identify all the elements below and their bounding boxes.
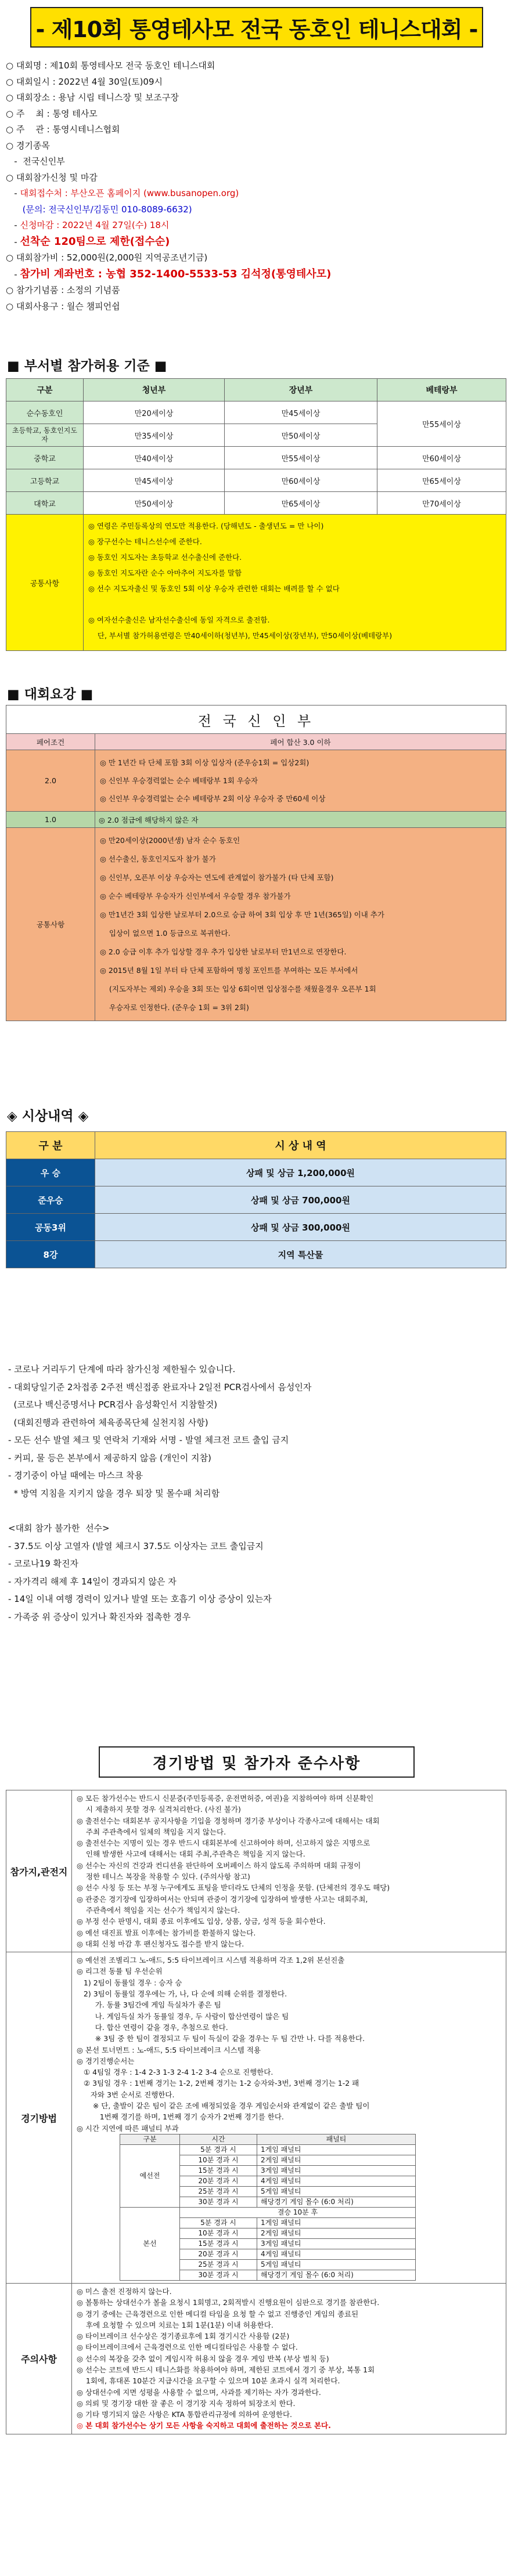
- prize-header-detail: 시 상 내 역: [95, 1132, 506, 1159]
- match-rules-table: [6, 1790, 506, 2434]
- prize-table: [6, 1131, 506, 1268]
- penalty-value: 3게임 패널티: [257, 2165, 416, 2176]
- notes-label: 공통사항: [6, 515, 84, 651]
- rule-line: ◎ 출전선수는 대회본부 공지사항을 기입을 경청하며 경기중 부상이나 각종사고에 대해서는 대회: [77, 1816, 380, 1825]
- penalty-time: 5분 경과 시: [180, 2217, 257, 2228]
- penalty-value: 5게임 패널티: [257, 2259, 416, 2270]
- rule-line: 정한 테니스 복장을 착용할 수 있다. (주의사항 참고): [77, 1872, 250, 1882]
- rule-line: 다. 합산 연령이 같을 경우, 추첨으로 한다.: [77, 2023, 228, 2032]
- penalty-time: 25분 경과 시: [180, 2259, 257, 2270]
- info-row: [6, 170, 505, 186]
- penalty-value: 2게임 패널티: [257, 2155, 416, 2165]
- guide-line: * 방역 지침을 지키지 않을 경우 퇴장 및 몰수패 처리함: [8, 1488, 220, 1499]
- info-key: ○ 대회사용구 :: [6, 301, 67, 312]
- caution-rules: [72, 2283, 506, 2434]
- prize-row-label: 공동3위: [6, 1214, 95, 1241]
- rule-line: ◎ 선수 사칭 등 또는 부정 누구에게도 표팅을 받더라도 단체의 인정을 못함. (단체전의 경우도 해당): [77, 1883, 390, 1893]
- prize-value: 상패 및 상금 1,200,000원: [95, 1159, 506, 1186]
- info-value: (문의: 전국신인부/김동민 010-8089-6632): [22, 204, 192, 215]
- guide-line: - 자가격리 해제 후 14일이 경과되지 않은 자: [8, 1576, 177, 1587]
- grade-2-label: 2.0: [6, 750, 95, 812]
- rule-line: ◎ 모든 참가선수는 반드시 신분증(주민등록증, 운전면허증, 여권)을 지참하여야 하며 신분확인: [77, 1794, 374, 1803]
- covid-guidelines: [8, 1361, 508, 1626]
- info-row: [6, 106, 505, 122]
- rule-line: ◎ 만1년간 3회 입상한 날로부터 2.0으로 승급 하여 3회 입상 후 만 1년(365일) 이내 추가: [100, 910, 384, 919]
- prize-row-label: 우 승: [6, 1159, 95, 1186]
- penalty-table: [120, 2134, 416, 2281]
- penalty-time: 25분 경과 시: [180, 2186, 257, 2197]
- rule-line: ◎ 상대선수에 지면 성평을 사용할 수 없으며, 사과를 제기하는 자가 경과한다.: [77, 2387, 321, 2397]
- rule-line: ◎ 신인부 우승경력없는 순수 베테랑부 1회 우승자: [100, 776, 258, 785]
- pair-condition: 페어 합산 3.0 이하: [95, 734, 506, 750]
- info-value: 소정의 기념품: [66, 285, 120, 295]
- table-cell: 만20세이상: [84, 401, 225, 424]
- guide-line: <대회 참가 불가한 선수>: [8, 1523, 110, 1533]
- table-cell: 만60세이상: [377, 447, 506, 469]
- info-row: [6, 266, 505, 283]
- rule-line: 인해 발생한 사고에 대해서는 대회 주최,주관측은 책임을 지지 않는다.: [77, 1850, 305, 1859]
- pair-label: 페어조건: [6, 734, 95, 750]
- rule-line: 입상이 없으면 1.0 등급으로 복귀한다.: [100, 929, 231, 938]
- guide-line: (대회진행과 관련하여 체육종목단체 실천지침 사항): [8, 1417, 208, 1428]
- info-key: ○ 경기종목: [6, 140, 50, 151]
- penalty-time: 20분 경과 시: [180, 2249, 257, 2259]
- table-cell: 만70세이상: [377, 492, 506, 515]
- rule-line: ① 4팀일 경우 : 1-4 2-3 1-3 2-4 1-2 3-4 순으로 진행한다.: [77, 2068, 274, 2077]
- guide-line: - 코로나 거리두기 단계에 따라 참가신청 제한될수 있습니다.: [8, 1364, 236, 1374]
- penalty-value: 1게임 패널티: [257, 2217, 416, 2228]
- section-title-prizes: ◈ 시상내역 ◈: [7, 1109, 89, 1124]
- rule-line: ◎ 2015년 8월 1일 부터 타 단체 포함하여 명칭 포인트를 부여하는 모든 부서에서: [100, 966, 358, 975]
- table-cell: 만60세이상: [225, 469, 377, 492]
- rule-line: 주최 주관측에서 일체의 책임을 지지 않는다.: [77, 1827, 226, 1836]
- division-title: 전 국 신 인 부: [6, 705, 506, 734]
- note-line: ◎ 동호인 지도자는 초등학교 선수출신에 준한다.: [88, 553, 242, 562]
- info-row: [6, 138, 505, 154]
- rule-line: ◎ 신인부, 오픈부 이상 우승자는 연도에 관계없이 참가불가 (타 단체 포함): [100, 873, 334, 882]
- info-key: ○ 주 최 :: [6, 108, 53, 119]
- penalty-subrow: [120, 2207, 416, 2217]
- info-key: ○ 대회일시 :: [6, 76, 59, 87]
- penalty-time: 10분 경과 시: [180, 2228, 257, 2238]
- note-line: ◎ 선수 지도자출신 및 동호인 5회 이상 우승자 관련한 대회는 배려를 할 수 없다: [88, 584, 340, 593]
- rule-line: 주관측에서 책임을 지는 선수가 책임지지 않는다.: [77, 1905, 240, 1915]
- penalty-time: 5분 경과 시: [180, 2144, 257, 2155]
- guide-line: - 37.5도 이상 고열자 (발열 체크시 37.5도 이상자는 코트 출입금지: [8, 1540, 264, 1551]
- note-line: ◎ 장구선수는 테니스선수에 준한다.: [88, 537, 202, 546]
- info-row: [6, 122, 505, 138]
- common-label: 공통사항: [6, 828, 95, 1021]
- rule-line: ◎ 타이브레이크 선수상은 경기종료후에 1회 경기시간 사용함 (2분): [77, 2332, 290, 2341]
- info-value: 2022년 4월 30일(토)09시: [58, 76, 163, 87]
- rule-line: 2) 3팀이 동률일 경우에는 가, 나, 다 순에 의해 순위를 결정한다.: [77, 1989, 287, 1999]
- penalty-value: 5게임 패널티: [257, 2186, 416, 2197]
- info-key: -: [6, 188, 20, 198]
- rule-line: ※ 단, 출발이 같은 팀이 같은 조에 배정되었을 경우 게임순서와 관계없이 같은 출발 팀이: [77, 2101, 370, 2111]
- table-cell: 만50세이상: [84, 492, 225, 515]
- rule-line: ◎ 선수는 자신의 건강과 컨디션을 판단하여 오버페이스 하지 않도록 주의하며 대회 규정이: [77, 1861, 361, 1870]
- participants-rules: [72, 1790, 506, 1952]
- row-label: 대학교: [6, 492, 84, 515]
- row-label: 중학교: [6, 447, 84, 469]
- rule-line: 자와 3번 순서로 진행한다.: [77, 2090, 175, 2099]
- penalty-header: 시간: [180, 2134, 257, 2144]
- info-row: [6, 218, 505, 234]
- header-cell: 청년부: [84, 379, 225, 401]
- rule-line: ◎ 본선 토너먼트 : 노-애드, 5:5 타이브레이크 시스템 적용: [77, 2045, 261, 2054]
- note-line: [88, 596, 501, 612]
- info-value: 대회접수처 : 부산오픈 홈페이지 (www.busanopen.org): [20, 188, 239, 198]
- penalty-header: 패널티: [257, 2134, 416, 2144]
- info-key: -: [6, 220, 20, 230]
- header-cell: 베테랑부: [377, 379, 506, 401]
- penalty-value: 해당경기 게임 몰수 (6:0 처리): [257, 2270, 416, 2280]
- note-line: ◎ 동호인 지도자란 순수 아마추어 지도자를 말함: [88, 569, 242, 577]
- rule-line: 1번째 경기를 하며, 1번째 경기 승자가 2번째 경기를 한다.: [77, 2112, 284, 2122]
- info-row: [6, 186, 505, 202]
- eligibility-table: [6, 378, 506, 651]
- info-key: ○ 대회참가신청 및 마감: [6, 172, 98, 183]
- section-title-match-method: 경기방법 및 참가자 준수사항: [99, 1746, 415, 1778]
- penalty-time: 30분 경과 시: [180, 2197, 257, 2207]
- penalty-value: 2게임 패널티: [257, 2228, 416, 2238]
- penalty-row: [120, 2144, 416, 2155]
- rule-line: ◎ 만20세이상(2000년생) 남자 순수 동호인: [100, 836, 240, 845]
- penalty-value: 3게임 패널티: [257, 2238, 416, 2249]
- info-row: [6, 58, 505, 74]
- rule-line: ② 3팀일 경우 : 1번째 경기는 1-2, 2번째 경기는 1-2 승자와-3번, 3번째 경기는 1-2 패: [77, 2079, 359, 2088]
- rule-line: ◎ 예선 대진표 발표 이후에는 참가비를 환불하지 않는다.: [77, 1928, 256, 1937]
- penalty-time: 30분 경과 시: [180, 2270, 257, 2280]
- prize-row-label: 준우승: [6, 1186, 95, 1214]
- prize-value: 지역 특산물: [95, 1241, 506, 1268]
- info-value: 신청마감 : 2022년 4월 27일(수) 18시: [20, 220, 170, 230]
- rule-line: ◎ 만 1년간 타 단체 포함 3회 이상 입상자 (준우승1회 = 입상2회): [100, 758, 310, 767]
- rule-line: 1) 2팀이 동률일 경우 : 승자 승: [77, 1978, 182, 1987]
- row-label: 순수동호인: [6, 401, 84, 424]
- rule-line: ◎ 관중은 경기장에 입장하여서는 안되며 관중이 경기장에 입장하여 발생한 사고는 대회주최,: [77, 1894, 368, 1904]
- header-cell: 장년부: [225, 379, 377, 401]
- rule-line: 가. 동률 3팀간에 게임 득실차가 좋은 팀: [77, 2000, 221, 2010]
- header-cell: 구분: [6, 379, 84, 401]
- guide-line: - 대회당일기준 2차접종 2주전 백신접종 완료자나 2일전 PCR검사에서 음성인자: [8, 1381, 312, 1392]
- rule-line: ◎ 선수출신, 동호인지도자 참가 불가: [100, 855, 216, 863]
- common-rules: [95, 828, 506, 1021]
- rule-line: ◎ 경기 중에는 근육경련으로 인한 메디컬 타임을 요청 할 수 없고 진행중인 게임의 종료된: [77, 2309, 359, 2318]
- event-info: [6, 58, 505, 314]
- info-row: [6, 250, 505, 266]
- rule-line: ◎ 타이브레이크에서 근육경련으로 인한 메디컬타임은 사용할 수 없다.: [77, 2343, 298, 2352]
- guide-line: - 경기중이 아닐 때에는 마스크 착용: [8, 1470, 143, 1481]
- row-label: 초등학교, 동호인지도자: [6, 424, 84, 447]
- method-rules: [72, 1952, 506, 2284]
- eligibility-notes: [84, 515, 506, 651]
- penalty-time: 15분 경과 시: [180, 2165, 257, 2176]
- info-key: ○ 주 관 :: [6, 124, 53, 135]
- info-value: 용남 시립 테니스장 및 보조구장: [58, 92, 179, 103]
- penalty-sub: 결승 10분 후: [180, 2207, 416, 2217]
- rule-line: 후에 요청할 수 있으며 치료는 1회 1분(1분) 이내 허용한다.: [77, 2320, 274, 2329]
- rule-line: 나. 게임득실 차가 동률일 경우, 두 사람이 합산연령이 많은 팀: [77, 2011, 289, 2021]
- table-cell: 만55세이상: [377, 401, 506, 447]
- method-label: 경기방법: [6, 1952, 72, 2284]
- page-title: - 제10회 통영테사모 전국 동호인 테니스대회 -: [30, 7, 483, 48]
- info-value: 제10회 통영테사모 전국 동호인 테니스대회: [49, 60, 215, 71]
- rule-line: 우승자로 인정한다. (준우승 1회 = 3위 2회): [100, 1003, 249, 1012]
- note-line: 단, 부서별 참가허용연령은 만40세이하(청년부), 만45세이상(장년부), 만50세이상(베테랑부): [88, 631, 393, 640]
- penalty-value: 4게임 패널티: [257, 2249, 416, 2259]
- penalty-header: 구분: [120, 2134, 180, 2144]
- caution-label: 주의사항: [6, 2283, 72, 2434]
- rule-line: ◎ 의뢰 및 경기장 대한 잘 좋은 이 경기장 지속 정하여 퇴장조치 한다.: [77, 2398, 296, 2408]
- rule-line: ◎ 2.0 승급 이후 추가 입상할 경우 추가 입상한 날로부터 만1년으로 연장한다.: [100, 947, 347, 956]
- guide-line: [8, 1502, 508, 1519]
- rule-line: ◎ 기타 명기되지 않은 사항은 KTA 통합관리규정에 의하여 운영한다.: [77, 2410, 292, 2419]
- table-cell: 만45세이상: [225, 401, 377, 424]
- grade-1-rule: ◎ 2.0 점급에 해당하지 않은 자: [95, 812, 506, 828]
- participants-label: 참가지,관전지: [6, 1790, 72, 1952]
- rule-line: (지도자부는 제외) 우승을 3회 또는 입상 6회이면 입상점수를 채웠을경우 오픈부 1회: [100, 985, 376, 993]
- info-value: 전국신인부: [23, 156, 65, 167]
- info-key: -: [6, 236, 20, 247]
- table-cell: 만65세이상: [377, 469, 506, 492]
- rule-line: ◎ 순수 베테랑부 우승자가 신인부에서 우승할 경우 참가불가: [100, 892, 291, 900]
- guide-line: - 모든 선수 발열 체크 및 연락처 기재와 서명 - 발열 체크전 코트 출입 금지: [8, 1435, 289, 1445]
- section-title-rules: ■ 대회요강 ■: [7, 687, 93, 702]
- info-row: [6, 74, 505, 91]
- info-key: ○ 대회참가비 :: [6, 252, 67, 263]
- rule-line: ◎ 선수의 복장을 갖추 없이 게임시작 허용치 않을 경우 게임 반복 (부상 벌칙 등): [77, 2354, 329, 2363]
- info-value: 월슨 챔피언쉽: [66, 301, 120, 312]
- penalty-value: 4게임 패널티: [257, 2176, 416, 2186]
- rule-line: ◎ 리그전 동률 팀 우선순위: [77, 1967, 163, 1976]
- prize-value: 상패 및 상금 300,000원: [95, 1214, 506, 1241]
- rule-line: ◎ 본 대회 참가선수는 상기 모든 사항을 숙지하고 대회에 출전하는 것으로 본다.: [77, 2421, 331, 2430]
- rule-line: ◎ 신인부 우승경력없는 순수 베테랑부 2회 이상 우승자 중 만60세 이상: [100, 794, 326, 803]
- info-row: [6, 202, 505, 218]
- info-row: [6, 154, 505, 170]
- rule-line: ◎ 미스 출전 진정하지 않는다.: [77, 2286, 172, 2296]
- rule-line: ◎ 대회 신청 마감 후 팬신청자도 접수를 받지 않는다.: [77, 1939, 244, 1948]
- info-row: [6, 234, 505, 251]
- division-table: [6, 705, 506, 1021]
- table-cell: 만35세이상: [84, 424, 225, 447]
- prize-header-category: 구 분: [6, 1132, 95, 1159]
- rule-line: ◎ 시간 지연에 따른 패널티 부과: [77, 2123, 179, 2133]
- rule-line: ◎ 경기진행순서는: [77, 2056, 135, 2065]
- rule-line: ◎ 출전선수는 지명이 있는 경우 반드시 대회본부에 신고하여야 하며, 신고하지 않은 지명으로: [77, 1839, 370, 1848]
- penalty-time: 20분 경과 시: [180, 2176, 257, 2186]
- info-key: ○ 참가기념품 :: [6, 285, 67, 295]
- penalty-value: 해당경기 게임 몰수 (6:0 처리): [257, 2197, 416, 2207]
- info-key: -: [6, 269, 20, 280]
- penalty-group: 본선: [120, 2207, 180, 2280]
- note-line: ◎ 여자선수출신은 남자선수출신에 동일 자격으로 출전함.: [88, 616, 270, 624]
- info-value: 참가비 계좌번호 : 농협 352-1400-5533-53 김석정(통영테사모): [20, 267, 332, 280]
- row-label: 고등학교: [6, 469, 84, 492]
- guide-line: (코로나 백신증명서나 PCR검사 음성확인서 지참할것): [8, 1399, 218, 1410]
- note-line: ◎ 연령은 주민등록상의 연도만 적용한다. (당해년도 - 출생년도 = 만 나이): [88, 522, 324, 530]
- penalty-group: 예선전: [120, 2144, 180, 2207]
- info-key: ○ 대회명 :: [6, 60, 50, 71]
- table-cell: 만45세이상: [84, 469, 225, 492]
- guide-line: - 코로나19 확진자: [8, 1558, 78, 1569]
- prize-row-label: 8강: [6, 1241, 95, 1268]
- table-cell: 만55세이상: [225, 447, 377, 469]
- rule-line: ◎ 볼통하는 상대선수가 볼을 요청시 1회명고, 2회적발시 진행요원이 심판으로 경기를 참관한다.: [77, 2298, 380, 2307]
- rule-line: 시 제출하지 못할 경우 실격처리한다. (사진 불가): [77, 1805, 241, 1814]
- info-key: -: [6, 156, 23, 167]
- table-cell: 만50세이상: [225, 424, 377, 447]
- penalty-time: 10분 경과 시: [180, 2155, 257, 2165]
- rule-line: ◎ 예선전 조별리그 노-애드, 5:5 타이브레이크 시스템 적용하며 각조 1,2위 본선진출: [77, 1956, 345, 1965]
- info-key: [6, 204, 23, 215]
- info-value: 통영 테사모: [52, 108, 98, 119]
- info-value: 통영시테니스협회: [52, 124, 120, 135]
- info-row: [6, 283, 505, 299]
- guide-line: - 커피, 물 등은 본부에서 제공하지 않음 (개인이 지참): [8, 1452, 211, 1463]
- table-cell: 만65세이상: [225, 492, 377, 515]
- guide-line: - 가족중 위 증상이 있거나 확진자와 접촉한 경우: [8, 1611, 191, 1622]
- penalty-time: 15분 경과 시: [180, 2238, 257, 2249]
- table-cell: 만40세이상: [84, 447, 225, 469]
- rule-line: 1회에, 휴대폰 10분간 지급시간을 요구할 수 있으며 10분 초과시 실격 처리한다.: [77, 2376, 340, 2386]
- rule-line: ※ 3팀 중 한 팀이 결정되고 두 팀이 득실이 같을 경우는 두 팀 간만 나. 다를 적용한다.: [77, 2034, 365, 2043]
- info-value: 선착순 120팀으로 제한(접수순): [20, 235, 170, 248]
- rule-line: ◎ 선수는 코트에 반드시 테니스화를 착용하여야 하며, 제한된 코트에서 경기 중 부상, 복통 1회: [77, 2365, 375, 2374]
- guide-line: - 14일 이내 여행 경력이 있거나 발열 또는 호흡기 이상 증상이 있는자: [8, 1594, 272, 1604]
- info-key: ○ 대회장소 :: [6, 92, 59, 103]
- info-value: 52,000원(2,000원 지역공조년기금): [66, 252, 208, 263]
- info-row: [6, 299, 505, 315]
- info-row: [6, 90, 505, 106]
- rule-line: ◎ 부정 선수 판명시, 대회 종료 이후에도 입상, 상품, 상금, 성적 등을 회수한다.: [77, 1917, 326, 1926]
- grade-1-label: 1.0: [6, 812, 95, 828]
- grade-2-rules: [95, 750, 506, 812]
- section-title-eligibility: ■ 부서별 참가허용 기준 ■: [7, 359, 167, 374]
- penalty-value: 1게임 패널티: [257, 2144, 416, 2155]
- prize-value: 상패 및 상금 700,000원: [95, 1186, 506, 1214]
